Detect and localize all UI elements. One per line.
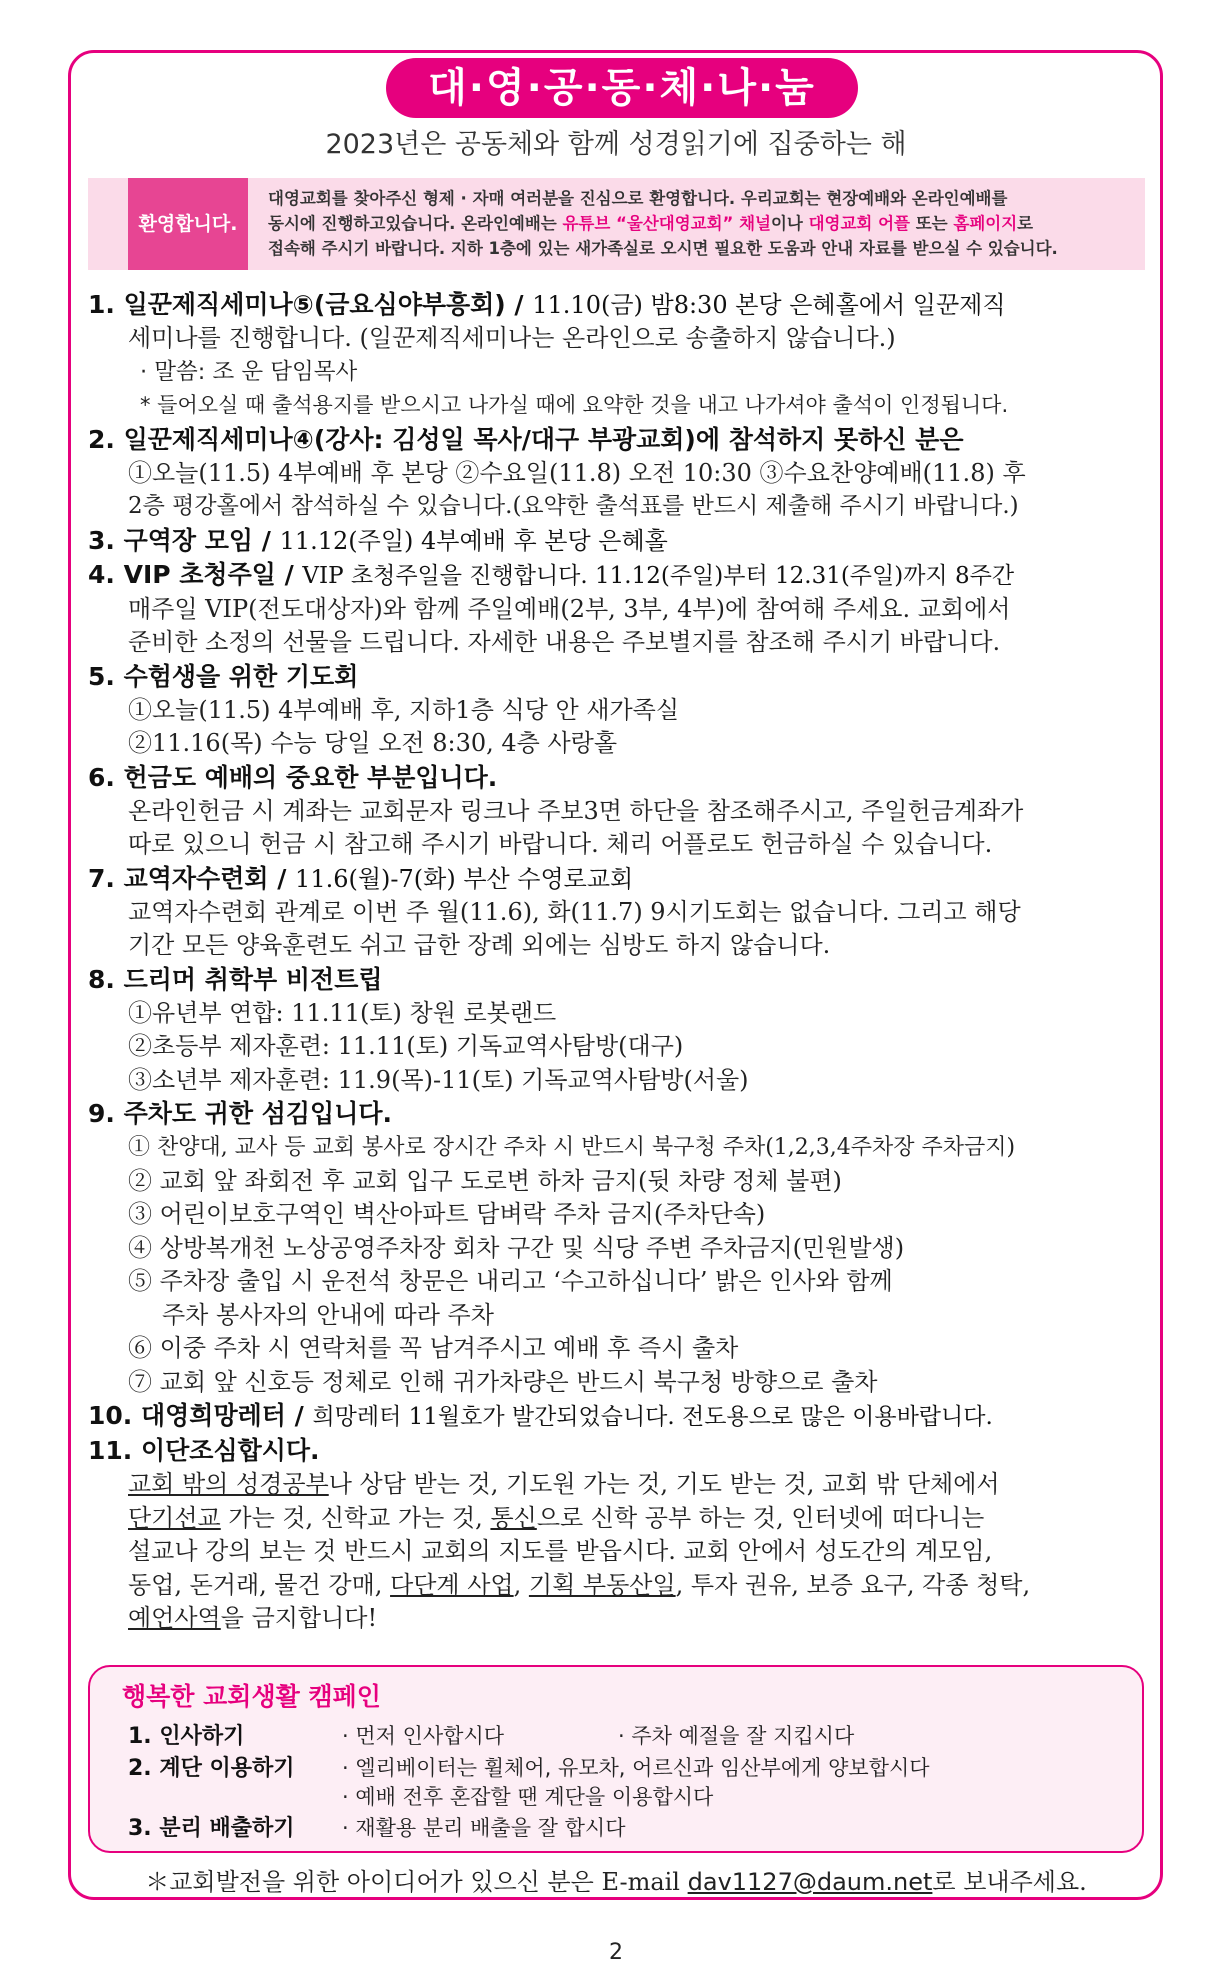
welcome-text [268, 186, 1138, 261]
line-text: 으로 신학 공부 하는 것, 인터넷에 떠다니는 [536, 1503, 985, 1532]
welcome-text-part: 로 [1017, 214, 1034, 233]
item-title: 1. 일꾼제직세미나⑤(금요심야부흥회) / [88, 290, 533, 319]
item-heading [88, 1399, 1153, 1434]
church-app: 대영교회 어플 [808, 214, 910, 233]
item-line [88, 1502, 1153, 1536]
homepage: 홈페이지 [953, 214, 1018, 233]
underlined-term: 교회 밖의 성경공부 [128, 1470, 329, 1498]
welcome-tag: 환영합니다. [128, 178, 248, 270]
item-heading: 11. 이단조심합시다. [88, 1436, 320, 1465]
item-title: 10. 대영희망레터 / [88, 1401, 313, 1430]
page-subtitle: 2023년은 공동체와 함께 성경읽기에 집중하는 해 [325, 129, 907, 160]
welcome-text-part: 또는 [910, 214, 954, 233]
campaign-row-text: · 예배 전후 혼잡할 땐 계단을 이용합시다 [342, 1785, 714, 1809]
item-line: 세미나를 진행합니다. (일꾼제직세미나는 온라인으로 송출하지 않습니다.) [128, 324, 896, 352]
item-line: 기간 모든 양육훈련도 쉬고 급한 장례 외에는 심방도 하지 않습니다. [128, 931, 831, 959]
welcome-line-1: 대영교회를 찾아주신 형제 · 자매 여러분을 진심으로 환영합니다. 우리교회는 현장예배와 온라인예배를 [268, 189, 1008, 208]
item-line [88, 1602, 1153, 1636]
item-title: 3. 구역장 모임 / [88, 525, 280, 555]
welcome-text-part: 동시에 진행하고있습니다. 온라인예배는 [268, 214, 563, 233]
item-line: ③소년부 제자훈련: 11.9(목)-11(토) 기독교역사탐방(서울) [128, 1065, 749, 1094]
item-line: ⑤ 주차장 출입 시 운전석 창문은 내리고 ‘수고하십니다’ 밝은 인사와 함께 [128, 1267, 893, 1295]
announcement-item-11 [88, 1434, 1153, 1636]
line-text: 가는 것, 신학교 가는 것, [220, 1503, 491, 1532]
item-detail: VIP 초청주일을 진행합니다. 11.12(주일)부터 12.31(주일)까지 8주간 [302, 562, 1015, 589]
announcement-item-4 [88, 558, 1153, 660]
item-line: ④ 상방복개천 노상공영주차장 회차 구간 및 식당 주변 주차금지(민원발생) [128, 1233, 905, 1262]
line-text: 을 금지합니다! [220, 1604, 378, 1632]
footer-text: 로 보내주세요. [932, 1868, 1087, 1896]
item-title: 4. VIP 초청주일 / [88, 559, 303, 589]
item-title: 7. 교역자수련회 / [88, 863, 296, 893]
item-detail: 희망레터 11월호가 발간되었습니다. 전도용으로 많은 이용바랍니다. [312, 1404, 993, 1430]
announcement-item-3 [88, 524, 1153, 558]
item-heading [88, 524, 1153, 558]
line-text: , 투자 권유, 보증 요구, 각종 청탁, [675, 1570, 1031, 1599]
item-detail: 11.12(주일) 4부예배 후 본당 은혜홀 [279, 526, 668, 555]
item-line: ①오늘(11.5) 4부예배 후, 지하1층 식당 안 새가족실 [128, 695, 680, 724]
item-line [88, 1569, 1153, 1603]
campaign-row-label: 2. 계단 이용하기 [128, 1756, 295, 1781]
item-line [88, 1468, 1153, 1502]
line-text: 나 상담 받는 것, 기도원 가는 것, 기도 받는 것, 교회 밖 단체에서 [328, 1470, 1000, 1498]
announcement-item-6 [88, 761, 1153, 862]
announcement-item-5 [88, 660, 1153, 761]
item-line: 온라인헌금 시 계좌는 교회문자 링크나 주보3면 하단을 참조해주시고, 주일헌금계좌가 [128, 796, 1024, 825]
item-heading [88, 288, 1153, 322]
item-heading [88, 558, 1153, 593]
welcome-box [88, 178, 1145, 270]
item-line: ②11.16(목) 수능 당일 오전 8:30, 4층 사랑홀 [128, 729, 618, 757]
underlined-term: 기획 부동산일 [528, 1570, 676, 1599]
footer-text: ＊교회발전을 위한 아이디어가 있으신 분은 E-mail [145, 1868, 688, 1896]
item-heading: 8. 드리머 취학부 비전트립 [88, 964, 383, 994]
campaign-row-text: · 재활용 분리 배출을 잘 합시다 [342, 1816, 626, 1840]
announcement-item-2 [88, 423, 1153, 524]
line-text: , [513, 1570, 529, 1599]
item-line: 따로 있으니 헌금 시 참고해 주시기 바랍니다. 체리 어플로도 헌금하실 수 있습니다. [128, 830, 993, 858]
item-heading: 2. 일꾼제직세미나④(강사: 김성일 목사/대구 부광교회)에 참석하지 못하신 분은 [88, 424, 964, 454]
item-line: 매주일 VIP(전도대상자)와 함께 주일예배(2부, 3부, 4부)에 참여해 주세요. 교회에서 [128, 594, 1011, 623]
item-line: ⑥ 이중 주차 시 연락처를 꼭 남겨주시고 예배 후 즉시 출차 [128, 1334, 739, 1362]
announcement-item-7 [88, 862, 1153, 963]
item-line: 주차 봉사자의 안내에 따라 주차 [162, 1300, 494, 1329]
announcement-item-10 [88, 1399, 1153, 1434]
announcement-item-8 [88, 963, 1153, 1098]
welcome-text-part: 이나 [770, 214, 809, 233]
campaign-row-label: 3. 분리 배출하기 [128, 1816, 295, 1841]
underlined-term: 예언사역 [128, 1604, 221, 1632]
underlined-term: 단기선교 [128, 1503, 221, 1532]
item-heading: 9. 주차도 귀한 섬김입니다. [88, 1099, 393, 1128]
campaign-row-text: · 주차 예절을 잘 지킵시다 [618, 1724, 855, 1748]
item-line: ① 찬양대, 교사 등 교회 봉사로 장시간 주차 시 반드시 북구청 주차(1,2,3,4주차장 주차금지) [128, 1135, 1016, 1160]
page-number: 2 [609, 1940, 623, 1965]
campaign-box [88, 1665, 1144, 1853]
announcement-list [88, 288, 1153, 1636]
item-line: ③ 어린이보호구역인 벽산아파트 담벼락 주차 금지(주차단속) [128, 1200, 766, 1228]
youtube-channel: 유튜브 “울산대영교회” 채널 [562, 214, 771, 233]
item-heading: 6. 헌금도 예배의 중요한 부분입니다. [88, 762, 498, 792]
welcome-line-3: 접속해 주시기 바랍니다. 지하 1층에 있는 새가족실로 오시면 필요한 도움과 안내 자료를 받으실 수 있습니다. [268, 239, 1058, 258]
item-line: ①오늘(11.5) 4부예배 후 본당 ②수요일(11.8) 오전 10:30 ③수요찬양예배(11.8) 후 [128, 458, 1026, 487]
item-line: ①유년부 연합: 11.11(토) 창원 로봇랜드 [128, 998, 557, 1027]
welcome-line-2 [268, 211, 1138, 236]
underlined-term: 통신 [490, 1503, 537, 1532]
item-line: 2층 평강홀에서 참석하실 수 있습니다.(요약한 출석표를 반드시 제출해 주시기 바랍니다.) [128, 493, 1019, 519]
item-detail: 11.10(금) 밤8:30 본당 은혜홀에서 일꾼제직 [532, 291, 1006, 319]
item-line: 준비한 소정의 선물을 드립니다. 자세한 내용은 주보별지를 참조해 주시기 바랍니다. [128, 628, 1001, 656]
item-line: 설교나 강의 보는 것 반드시 교회의 지도를 받읍시다. 교회 안에서 성도간의 계모임, [128, 1537, 993, 1565]
campaign-row-text: · 먼저 인사합시다 [342, 1724, 505, 1748]
item-heading [88, 862, 1153, 896]
campaign-row-text: · 엘리베이터는 휠체어, 유모차, 어르신과 임산부에게 양보합시다 [342, 1756, 930, 1780]
item-line: * 들어오실 때 출석용지를 받으시고 나가실 때에 요약한 것을 내고 나가셔야 출석이 인정됩니다. [140, 393, 1009, 417]
item-line: ②초등부 제자훈련: 11.11(토) 기독교역사탐방(대구) [128, 1032, 684, 1060]
item-line: ② 교회 앞 좌회전 후 교회 입구 도로변 하차 금지(뒷 차량 정체 불편) [128, 1166, 842, 1195]
campaign-row-label: 1. 인사하기 [128, 1724, 245, 1749]
announcement-item-9 [88, 1097, 1153, 1399]
item-line: 교역자수련회 관계로 이번 주 월(11.6), 화(11.7) 9시기도회는 없습니다. 그리고 해당 [128, 897, 1021, 926]
item-heading: 5. 수험생을 위한 기도회 [88, 661, 359, 691]
line-text: 동업, 돈거래, 물건 강매, [128, 1570, 391, 1599]
item-line: ⑦ 교회 앞 신호등 정체로 인해 귀가차량은 반드시 북구청 방향으로 출차 [128, 1367, 878, 1396]
announcement-item-1 [88, 288, 1153, 423]
item-detail: 11.6(월)-7(화) 부산 수영로교회 [295, 864, 634, 893]
underlined-term: 다단계 사업 [390, 1570, 514, 1599]
footer-note [0, 1862, 1232, 1897]
email-link[interactable]: dav1127@daum.net [687, 1868, 933, 1896]
page-title: 대·영·공·동·체·나·눔 [386, 58, 858, 118]
item-line: · 말씀: 조 운 담임목사 [140, 358, 358, 385]
campaign-title: 행복한 교회생활 캠페인 [122, 1682, 381, 1711]
